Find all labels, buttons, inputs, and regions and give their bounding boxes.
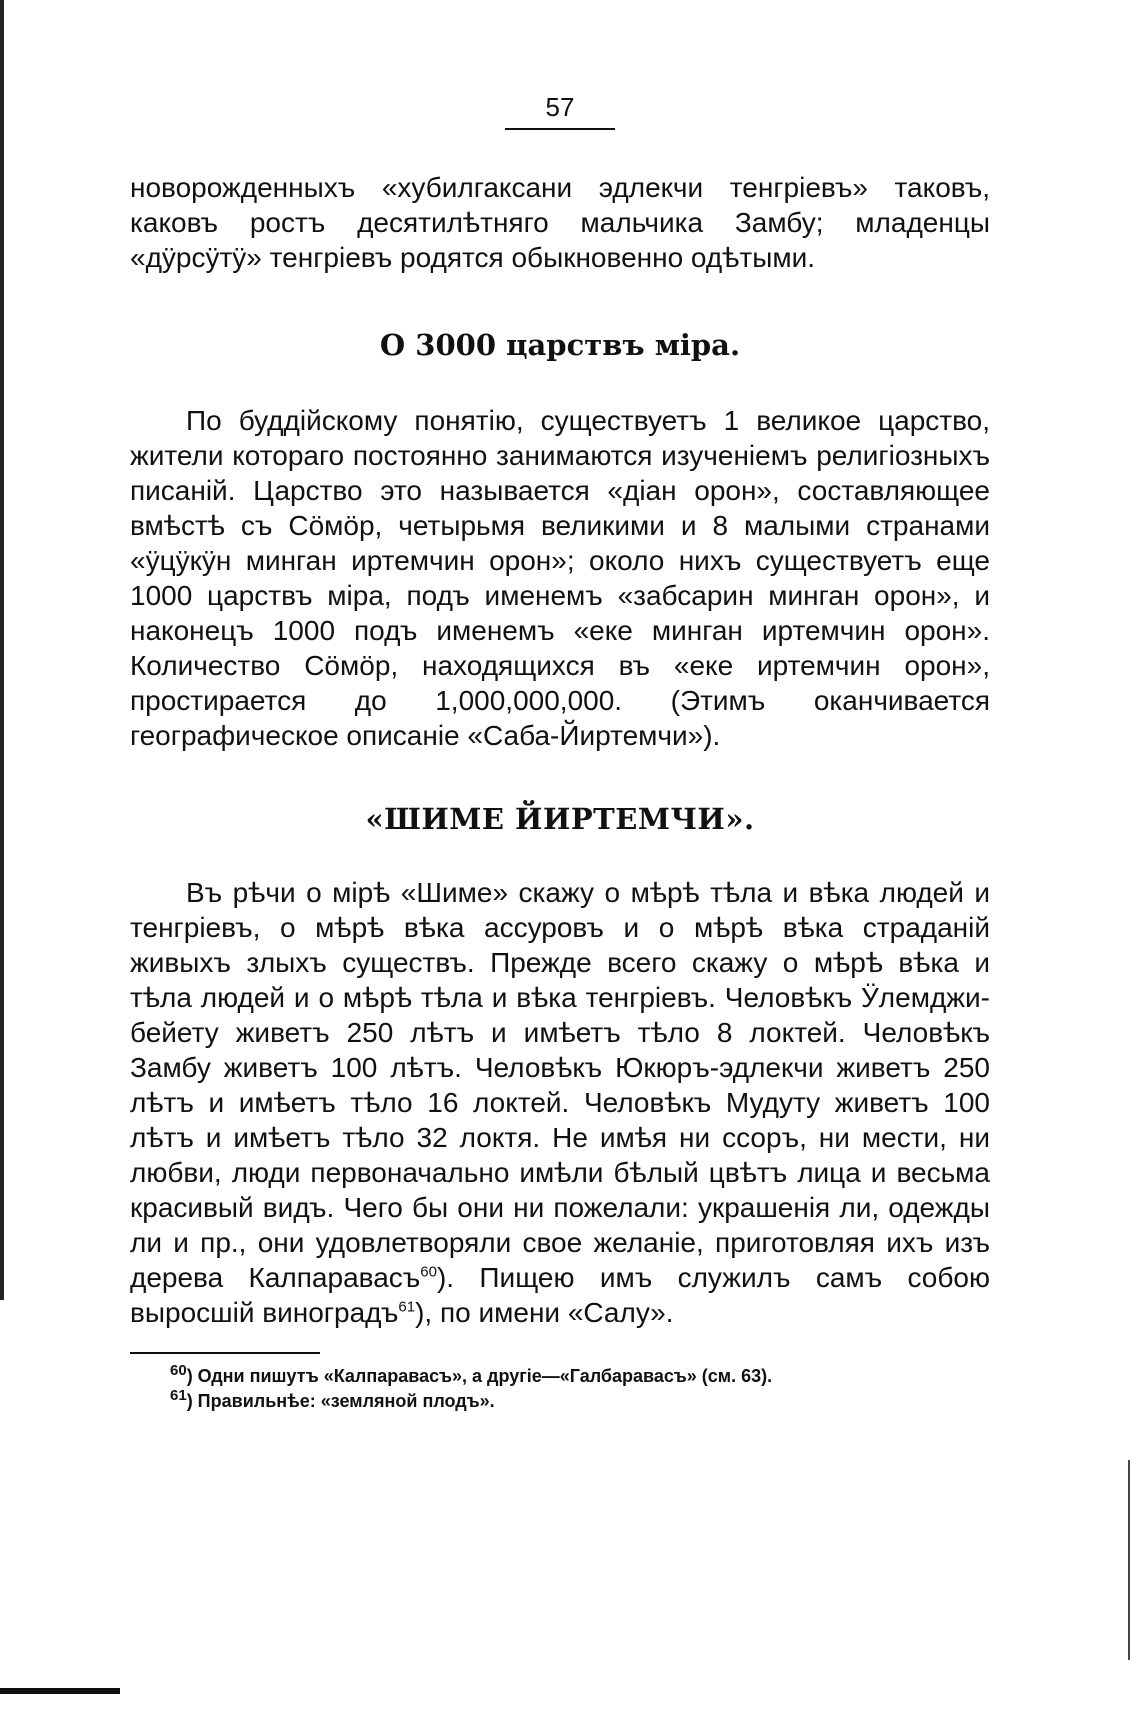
footnote-mark-61: 61 [170,1387,187,1404]
paragraph-shime [130,875,990,1330]
footnote-mark-60: 60 [170,1362,187,1379]
paragraph-shime-text-1: Въ рѣчи о мірѣ «Шиме» скажу о мѣрѣ тѣла и вѣка людей и тенгріевъ, о мѣрѣ вѣка ассуровъ и о мѣрѣ вѣка страданій живыхъ злыхъ существъ. Прежде всего скажу о мѣрѣ вѣка и тѣла людей и о мѣрѣ тѣла и вѣка тенгріевъ. Человѣкъ Ӱлемджи-бейету живетъ 250 лѣтъ и имѣетъ тѣло 8 локтей. Человѣкъ Замбу живетъ 100 лѣтъ. Человѣкъ Юкюръ-эдлекчи живетъ 250 лѣтъ и имѣетъ тѣло 16 локтей. Человѣкъ Мудуту живетъ 100 лѣтъ и имѣетъ тѣло 32 локтя. Не имѣя ни ссоръ, ни мести, ни любви, люди первоначально имѣли бѣлый цвѣтъ лица и весьма красивый видъ. Чего бы они ни пожелали: украшенія ли, одежды ли и пр., они удовлетворяли свое желаніе, приготовляя ихъ изъ дерева Калпаравасъ [130,877,990,1293]
footnote-61 [170,1389,990,1414]
footnote-divider [130,1352,320,1354]
section-heading-3000-kingdoms: О 3000 царствъ міра. [379,328,741,362]
book-page [130,90,990,1414]
scan-edge-right [1128,1460,1130,1660]
footnote-ref-61: 61 [398,1298,416,1316]
paragraph-3000-kingdoms: По буддійскому понятію, существуетъ 1 великое царство, жители котораго постоянно занимаются изученіемъ религіозныхъ писаній. Царство это называется «діан орон», составляющее вмѣстѣ съ Сӧмӧр, четырьмя великими и 8 малыми странами «ӱцӱкӱн минган иртемчин орон»; около нихъ существуетъ еще 1000 царствъ міра, подъ именемъ «забсарин минган орон», и наконецъ 1000 подъ именемъ «еке минган иртемчин орон». Количество Сӧмӧр, находящихся въ «еке иртемчин орон», простирается до 1,000,000,000. (Этимъ оканчивается географическое описаніе «Саба-Йиртемчи»). [130,405,990,751]
section-heading-shime: «ШИМЕ ЙИРТЕМЧИ». [365,802,755,836]
footnote-text-60: ) Одни пишутъ «Калпаравасъ», а другіе—«Галбаравасъ» (см. 63). [186,1366,773,1386]
footnote-60 [170,1364,990,1389]
paragraph-continuation: новорожденныхъ «хубилгаксани эдлекчи тенгріевъ» таковъ, каковъ ростъ десятилѣтняго мальчика Замбу; младенцы «дӱрсӱтӱ» тенгріевъ родятся обыкновенно одѣтыми. [130,172,990,273]
paragraph-shime-text-2: ). Пищею имъ служилъ самъ собою выросшій виноградъ [130,1262,990,1328]
scan-bar-bottom [0,1688,120,1694]
scan-edge-left [0,0,4,1300]
page-number: 57 [505,90,615,130]
paragraph-shime-text-3: ), по имени «Салу». [415,1297,674,1328]
footnote-ref-60: 60 [420,1263,437,1281]
footnote-text-61: ) Правильнѣе: «земляной плодъ». [186,1391,495,1411]
